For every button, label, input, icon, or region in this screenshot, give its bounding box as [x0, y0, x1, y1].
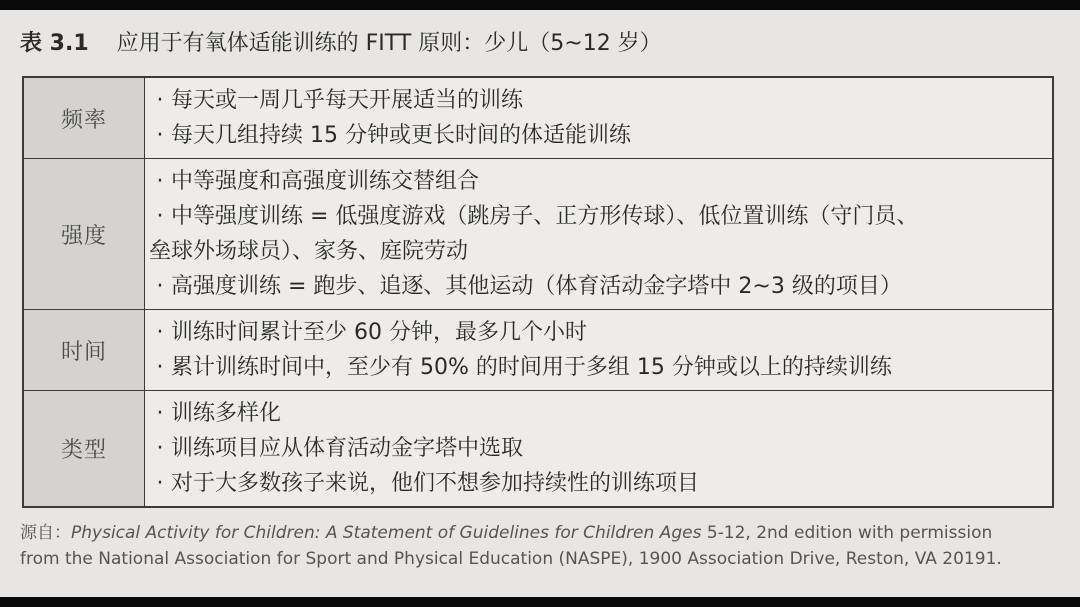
source-prefix: 源自：	[20, 523, 71, 543]
row-label: 频率	[23, 77, 145, 159]
row-label: 类型	[23, 391, 145, 508]
table-row	[23, 310, 1053, 391]
row-content	[145, 391, 1054, 508]
table-title-text: 应用于有氧体适能训练的 FITT 原则：少儿（5~12 岁）	[116, 31, 662, 56]
fitt-table	[22, 76, 1054, 508]
table-row	[23, 77, 1053, 159]
list-item: · 训练时间累计至少 60 分钟，最多几个小时	[149, 315, 1042, 350]
list-item: · 累计训练时间中，至少有 50% 的时间用于多组 15 分钟或以上的持续训练	[149, 350, 1042, 385]
list-item: · 训练项目应从体育活动金字塔中选取	[149, 431, 1042, 466]
row-label: 时间	[23, 310, 145, 391]
row-content	[145, 159, 1054, 310]
list-item: · 中等强度训练 = 低强度游戏（跳房子、正方形传球）、低位置训练（守门员、	[149, 199, 1042, 234]
list-item: · 对于大多数孩子来说，他们不想参加持续性的训练项目	[149, 466, 1042, 501]
row-content	[145, 77, 1054, 159]
source-publisher: from the National Association for Sport and Physical Education (NASPE), 1900 Association Drive, Reston, VA 20191.	[20, 549, 1002, 569]
list-item: · 高强度训练 = 跑步、追逐、其他运动（体育活动金字塔中 2~3 级的项目）	[149, 269, 1042, 304]
list-item: · 每天几组持续 15 分钟或更长时间的体适能训练	[149, 118, 1042, 153]
list-item: · 每天或一周几乎每天开展适当的训练	[149, 83, 1042, 118]
list-item: 垒球外场球员）、家务、庭院劳动	[149, 239, 469, 264]
source-note	[20, 520, 1060, 572]
source-title: Physical Activity for Children: A Statement of Guidelines for Children Ages	[71, 523, 702, 543]
table-title	[20, 30, 662, 58]
row-label: 强度	[23, 159, 145, 310]
table-row	[23, 159, 1053, 310]
table-row	[23, 391, 1053, 508]
row-content	[145, 310, 1054, 391]
list-item: · 训练多样化	[149, 396, 1042, 431]
source-edition: 5-12, 2nd edition with permission	[701, 523, 993, 543]
book-page	[0, 10, 1080, 597]
list-item: · 中等强度和高强度训练交替组合	[149, 164, 1042, 199]
table-number: 表 3.1	[20, 31, 89, 56]
